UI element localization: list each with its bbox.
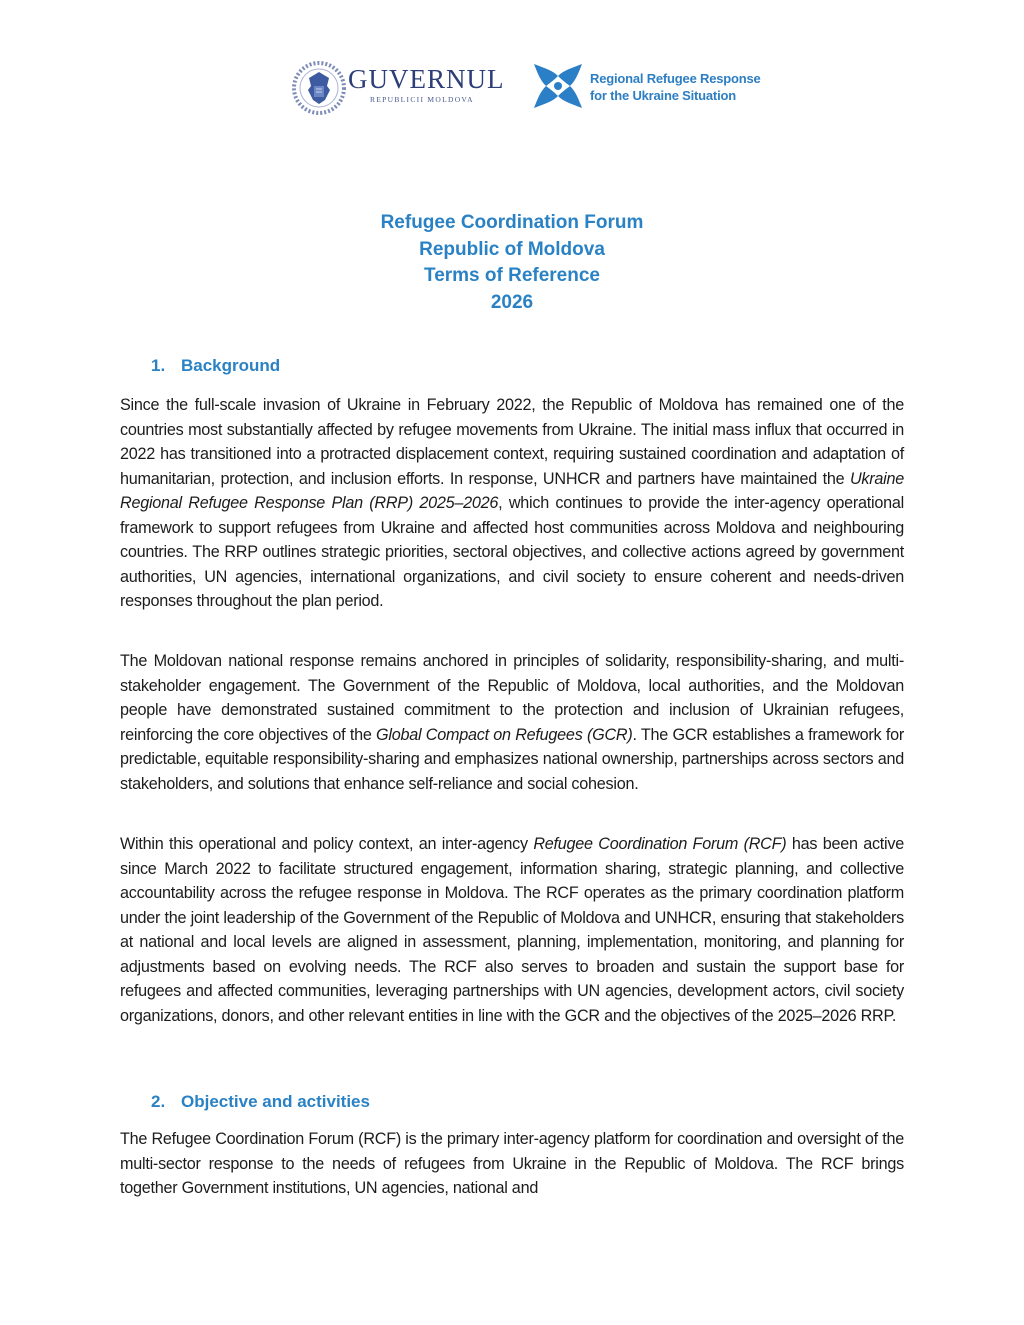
paragraph-text: has been active since March 2022 to facilitate structured engagement, information sharing, strategic planning, and collective accountability across the refugee response in Moldova. The RCF operates as the primary coordination platform under the joint leadership of the Government of the Republic of Moldova and UNHCR, ensuring that stakeholders at national and local levels are aligned in assessment, planning, implementation, monitoring, and planning for adjustments based on evolving needs. The RCF also serves to broaden and sustain the support base for refugees and affected communities, leveraging partnerships with UN agencies, development actors, civil society organizations, donors, and other relevant entities in line with the GCR and the objectives of the 2025–2026 RRP. — [120, 835, 904, 1025]
title-line-tor: Terms of Reference — [424, 265, 600, 287]
paragraph-text: The Moldovan national response remains anchored in principles of solidarity, responsibility-sharing, and multi-stakeholder engagement. The Government of the Republic of Moldova, local authorities, and the Moldovan people have demonstrated sustained commitment to the protection and inclusion of Ukrainian refugees, reinforcing the core objectives of the — [120, 652, 904, 744]
rrr-logo-text — [590, 70, 761, 104]
government-name: GUVERNUL — [348, 64, 505, 94]
header-logos — [290, 58, 780, 120]
paragraph-text: Since the full-scale invasion of Ukraine in February 2022, the Republic of Moldova has remained one of the countries most substantially affected by refugee movements from Ukraine. The initial mass influx that occurred in 2022 has transitioned into a protracted displacement context, requiring sustained coordination and adaptation of humanitarian, protection, and inclusion efforts. In response, UNHCR and partners have maintained the — [120, 396, 904, 488]
paragraph-text: The Refugee Coordination Forum (RCF) is the primary inter-agency platform for coordination and oversight of the multi-sector response to the needs of refugees from Ukraine in the Republic of Moldova. The RCF brings together Government institutions, UN agencies, national and — [120, 1130, 904, 1197]
moldova-coat-of-arms-icon — [292, 60, 346, 116]
title-line-forum: Refugee Coordination Forum — [380, 212, 644, 233]
section-heading-background — [151, 356, 280, 376]
regional-refugee-response-logo — [530, 58, 780, 120]
background-paragraph-3 — [120, 832, 904, 1028]
title-line-country: Republic of Moldova — [419, 238, 605, 260]
paragraph-text: . The GCR establishes a framework for predictable, equitable responsibility-sharing and emphasizes national ownership, partnerships across sectors and stakeholders, and solutions that enhance self-reliance and social cohesion. — [120, 725, 904, 793]
government-subtitle: REPUBLICII MOLDOVA — [370, 95, 474, 104]
title-line-year: 2026 — [490, 292, 534, 314]
rrr-logo-line2: for the Ukraine Situation — [590, 88, 736, 103]
section-title: Background — [181, 356, 281, 375]
background-paragraph-2 — [120, 649, 904, 796]
section-number: 2. — [151, 1092, 166, 1111]
rrr-cross-mark-icon — [530, 58, 586, 114]
section-title: Objective and activities — [181, 1092, 370, 1111]
government-logo — [290, 58, 505, 120]
section-heading-objective — [151, 1092, 370, 1112]
objective-paragraph-1 — [120, 1127, 904, 1201]
paragraph-text: , which continues to provide the inter-agency operational framework to support refugees from Ukraine and affected host communities across Moldova and neighbouring countries. The RRP outlines strategic priorities, sectoral objectives, and collective actions agreed by government authorities, UN agencies, international organizations, and civil society to ensure coherent and needs-driven responses throughout the plan period. — [120, 494, 904, 610]
section-number: 1. — [151, 356, 166, 375]
background-paragraph-1 — [120, 393, 904, 614]
rrp-plan-title: Ukraine Regional Refugee Response Plan (RRP) 2025–2026 — [120, 469, 904, 512]
rcf-title: Refugee Coordination Forum (RCF) — [533, 835, 787, 853]
document-title — [0, 210, 1024, 317]
rrr-logo-line1: Regional Refugee Response — [590, 71, 761, 86]
paragraph-text: Within this operational and policy context, an inter-agency — [120, 835, 534, 853]
gcr-title: Global Compact on Refugees (GCR) — [376, 725, 633, 744]
